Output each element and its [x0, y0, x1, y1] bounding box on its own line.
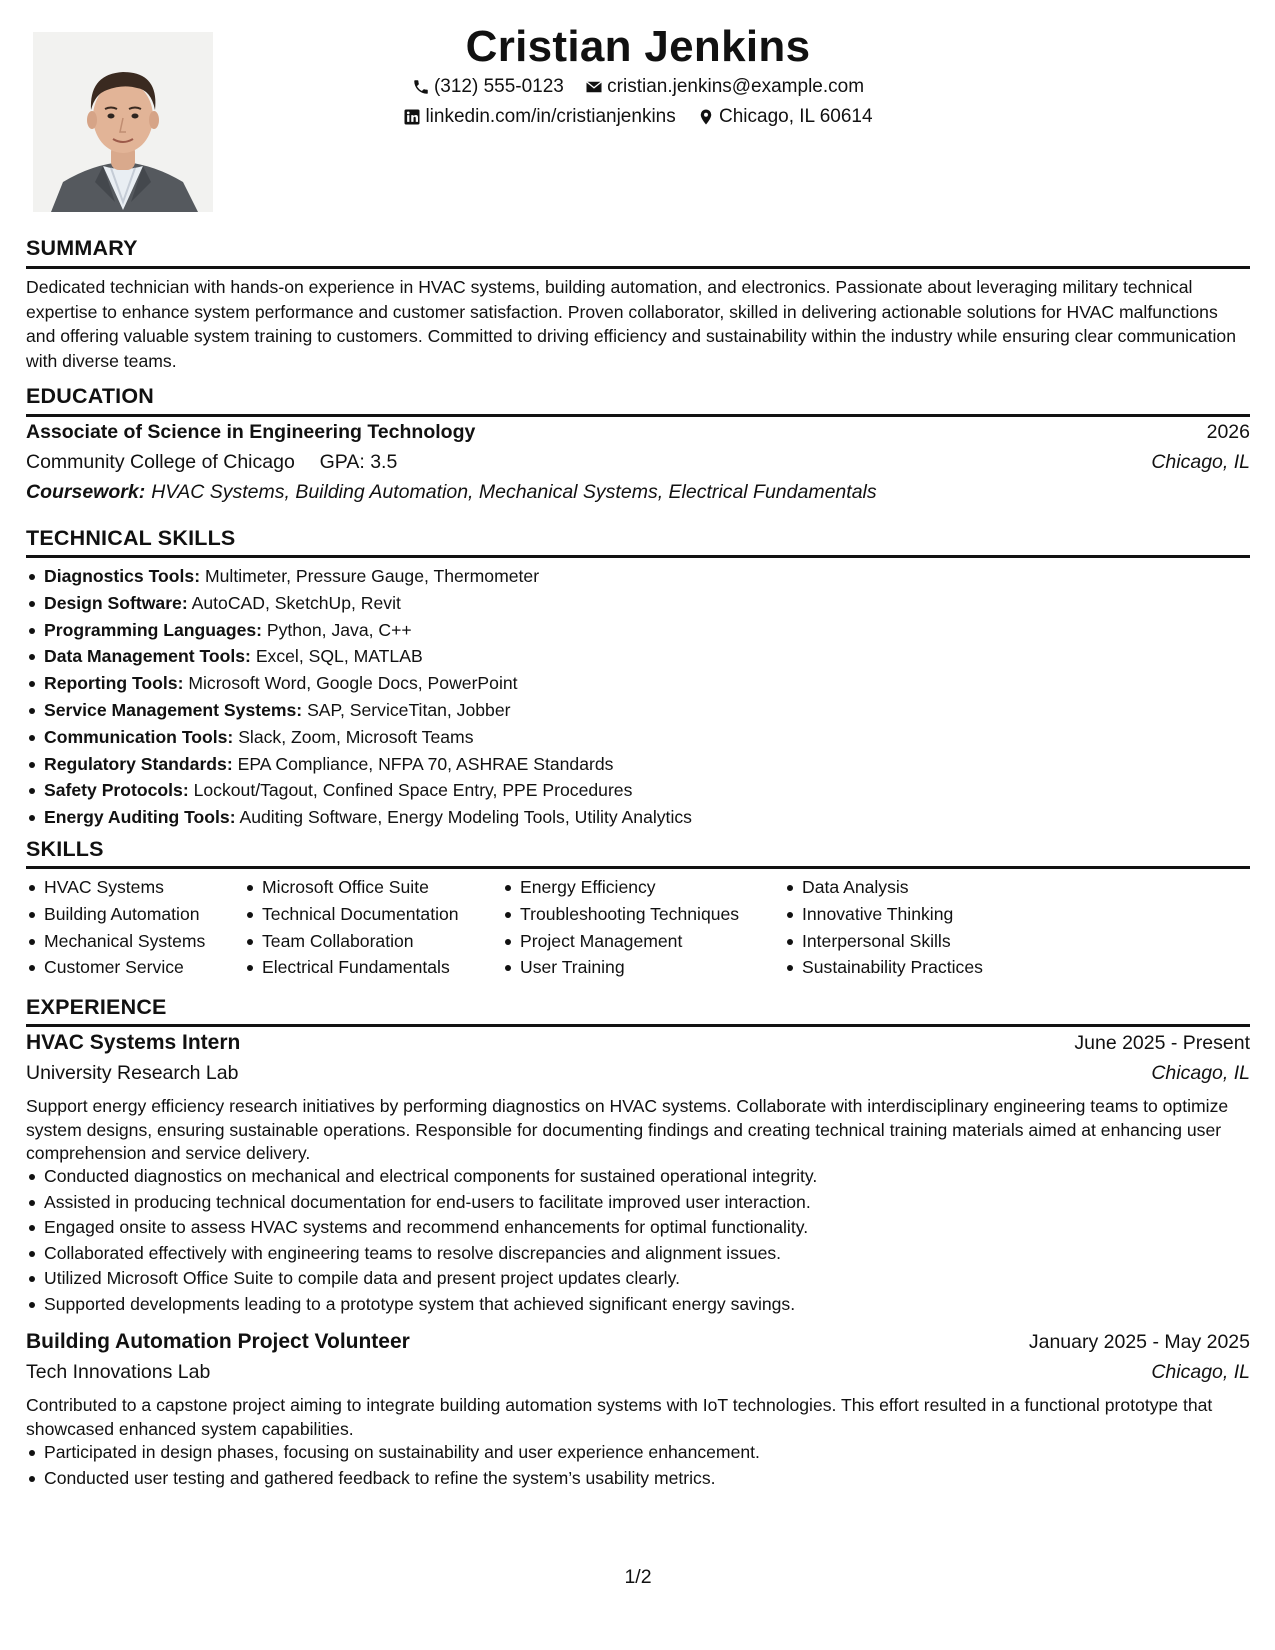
job-description: Support energy efficiency research initiatives by performing diagnostics on HVAC systems. Collaborate with interdisciplinary engineering teams to optimize system designs, ensuring sustainable operations. Responsible for documenting findings and creating technical training materials aimed at enhancing user comprehension and service delivery. [26, 1096, 1229, 1163]
skill-category-label: Communication Tools: [44, 726, 234, 747]
job-title-row [26, 1330, 1250, 1354]
list-item: Microsoft Office Suite [244, 874, 459, 901]
list-item [26, 697, 692, 724]
skills-column-4 [784, 874, 983, 981]
skills-heading: SKILLS [26, 837, 104, 861]
job-description: Contributed to a capstone project aiming to integrate building automation systems with IoT technologies. This effort resulted in a functional prototype that showcased enhanced system capabilities. [26, 1395, 1213, 1439]
job-location: Chicago, IL [1151, 1062, 1250, 1084]
skill-category-label: Service Management Systems: [44, 699, 303, 720]
list-item [26, 751, 692, 778]
skill-category-label: Energy Auditing Tools: [44, 807, 236, 828]
school-name: Community College of Chicago [26, 451, 295, 473]
skill-category-label: Reporting Tools: [44, 673, 184, 694]
list-item: Energy Efficiency [502, 874, 739, 901]
list-item: Sustainability Practices [784, 954, 983, 981]
job-dates: January 2025 - May 2025 [1028, 1331, 1250, 1353]
skill-category-label: Programming Languages: [44, 619, 262, 640]
summary-heading: SUMMARY [26, 236, 138, 260]
skill-category-label: Safety Protocols: [44, 780, 189, 801]
list-item: Collaborated effectively with engineering teams to resolve discrepancies and alignment issues. [26, 1241, 817, 1267]
degree-title: Associate of Science in Engineering Technology [26, 421, 476, 443]
contact-line-2 [26, 106, 1250, 132]
gpa: GPA: 3.5 [319, 451, 398, 473]
skill-values: Microsoft Word, Google Docs, PowerPoint [188, 673, 518, 694]
list-item: Customer Service [26, 954, 205, 981]
phone-icon [412, 78, 430, 96]
page-number: 1/2 [624, 1566, 652, 1588]
skill-values: EPA Compliance, NFPA 70, ASHRAE Standards [237, 753, 614, 774]
job-bullets [26, 1164, 817, 1318]
list-item: Conducted diagnostics on mechanical and electrical components for sustained operational integrity. [26, 1164, 817, 1190]
job-role: Building Automation Project Volunteer [26, 1330, 410, 1353]
phone-text: (312) 555-0123 [433, 76, 564, 97]
list-item: Building Automation [26, 901, 205, 928]
map-pin-icon [697, 108, 715, 126]
school-info [26, 451, 397, 474]
list-item: Engaged onsite to assess HVAC systems and recommend enhancements for optimal functionality. [26, 1215, 817, 1241]
resume-page [26, 0, 1250, 1650]
list-item: User Training [502, 954, 739, 981]
contact-line-1 [26, 76, 1250, 102]
education-degree-row [26, 421, 1250, 444]
location-text: Chicago, IL 60614 [719, 106, 873, 127]
section-divider [26, 266, 1250, 269]
job-org: University Research Lab [26, 1062, 239, 1084]
experience-heading: EXPERIENCE [26, 995, 167, 1019]
skill-values: AutoCAD, SketchUp, Revit [191, 592, 401, 613]
skill-values: Lockout/Tagout, Confined Space Entry, PPE Procedures [193, 780, 633, 801]
skill-category-label: Design Software: [44, 592, 188, 613]
list-item [26, 670, 692, 697]
linkedin-text: linkedin.com/in/cristianjenkins [425, 106, 676, 127]
job-org-row [26, 1361, 1250, 1384]
technical-skills-heading: TECHNICAL SKILLS [26, 526, 236, 550]
education-school-row [26, 451, 1250, 474]
email-text: cristian.jenkins@example.com [607, 76, 865, 97]
skill-category-label: Diagnostics Tools: [44, 566, 201, 586]
skill-values: Multimeter, Pressure Gauge, Thermometer [204, 566, 540, 586]
school-location: Chicago, IL [1151, 451, 1250, 473]
list-item: Project Management [502, 928, 739, 955]
coursework-list: HVAC Systems, Building Automation, Mechanical Systems, Electrical Fundamentals [151, 481, 877, 503]
list-item: HVAC Systems [26, 874, 205, 901]
list-item [26, 617, 692, 644]
skill-category-label: Data Management Tools: [44, 646, 251, 667]
list-item [26, 643, 692, 670]
skills-column-3 [502, 874, 739, 981]
list-item [26, 590, 692, 617]
list-item: Conducted user testing and gathered feedback to refine the system’s usability metrics. [26, 1466, 760, 1492]
envelope-icon [585, 78, 603, 96]
list-item [26, 777, 692, 804]
summary-text: Dedicated technician with hands-on experience in HVAC systems, building automation, and electronics. Passionate about leveraging military technical expertise to enhance system performance and customer satisfaction. Proven collaborator, skilled in delivering actionable solutions for HVAC malfunctions and offering valuable system training to customers. Committed to driving efficiency and sustainability within the industry while ensuring clear communication with diverse teams. [26, 277, 1236, 371]
email-contact[interactable] [585, 76, 864, 98]
list-item [26, 724, 692, 751]
job-location: Chicago, IL [1151, 1361, 1250, 1383]
degree-year: 2026 [1206, 421, 1250, 443]
job-org: Tech Innovations Lab [26, 1361, 211, 1383]
section-divider [26, 555, 1250, 558]
list-item: Utilized Microsoft Office Suite to compile data and present project updates clearly. [26, 1266, 817, 1292]
list-item: Troubleshooting Techniques [502, 901, 739, 928]
job-role: HVAC Systems Intern [26, 1031, 241, 1054]
candidate-name: Cristian Jenkins [465, 22, 811, 71]
list-item: Data Analysis [784, 874, 983, 901]
skill-values: Python, Java, C++ [266, 619, 412, 640]
linkedin-icon [403, 108, 421, 126]
section-divider [26, 866, 1250, 869]
coursework-row [26, 481, 1250, 504]
skill-category-label: Regulatory Standards: [44, 753, 233, 774]
skill-values: SAP, ServiceTitan, Jobber [307, 699, 511, 720]
linkedin-contact[interactable] [403, 106, 675, 128]
section-divider [26, 1024, 1250, 1027]
list-item: Assisted in producing technical documentation for end-users to facilitate improved user interaction. [26, 1190, 817, 1216]
list-item: Team Collaboration [244, 928, 459, 955]
location-contact [697, 106, 873, 128]
job-org-row [26, 1062, 1250, 1085]
phone-contact[interactable] [412, 76, 564, 98]
skills-column-1 [26, 874, 205, 981]
job-bullets [26, 1440, 760, 1491]
section-divider [26, 414, 1250, 417]
list-item: Mechanical Systems [26, 928, 205, 955]
list-item: Supported developments leading to a prototype system that achieved significant energy savings. [26, 1292, 817, 1318]
skill-values: Auditing Software, Energy Modeling Tools, Utility Analytics [239, 807, 692, 828]
coursework-label: Coursework: [26, 481, 146, 503]
job-title-row [26, 1031, 1250, 1055]
list-item: Participated in design phases, focusing on sustainability and user experience enhancement. [26, 1440, 760, 1466]
technical-skills-list [26, 563, 692, 831]
skills-grid [26, 874, 1250, 984]
list-item [26, 563, 692, 590]
job-dates: June 2025 - Present [1074, 1032, 1250, 1054]
list-item [26, 804, 692, 831]
list-item: Interpersonal Skills [784, 928, 983, 955]
skill-values: Slack, Zoom, Microsoft Teams [238, 726, 474, 747]
skill-values: Excel, SQL, MATLAB [255, 646, 423, 667]
list-item: Electrical Fundamentals [244, 954, 459, 981]
education-heading: EDUCATION [26, 384, 155, 408]
skills-column-2 [244, 874, 459, 981]
list-item: Innovative Thinking [784, 901, 983, 928]
list-item: Technical Documentation [244, 901, 459, 928]
